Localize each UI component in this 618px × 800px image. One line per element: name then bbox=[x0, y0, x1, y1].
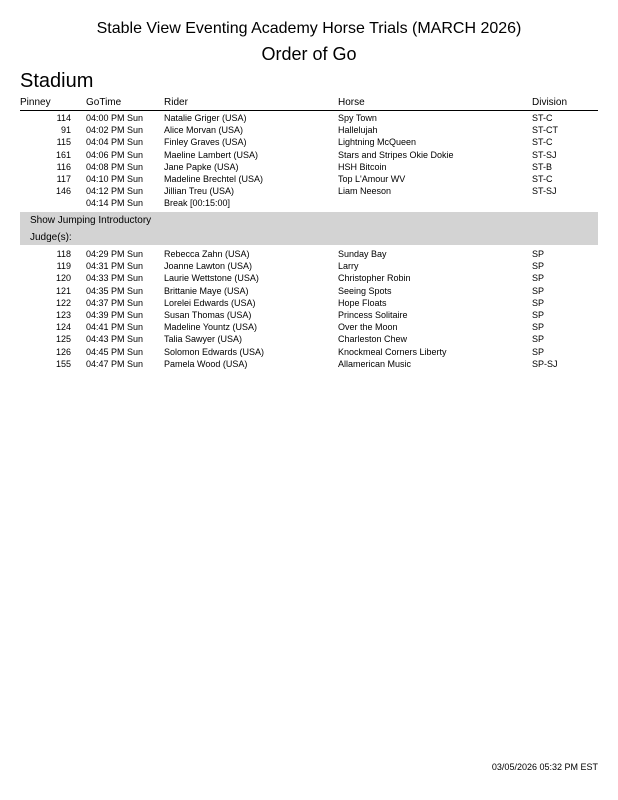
table-row bbox=[0, 272, 618, 284]
cell-gotime: 04:00 PM Sun bbox=[86, 113, 144, 123]
cell-rider: Rebecca Zahn (USA) bbox=[164, 249, 250, 259]
table-row bbox=[0, 346, 618, 358]
table-row bbox=[0, 161, 618, 173]
cell-gotime: 04:43 PM Sun bbox=[86, 334, 144, 345]
cell-division: SP bbox=[532, 261, 545, 272]
cell-horse: Princess Solitaire bbox=[338, 310, 408, 320]
cell-gotime: 04:47 PM Sun bbox=[86, 358, 144, 369]
table-row bbox=[0, 136, 618, 148]
header-rider: Rider bbox=[164, 97, 188, 108]
table-row bbox=[0, 309, 618, 321]
cell-pinney: 121 bbox=[55, 285, 71, 296]
cell-horse: Seeing Spots bbox=[338, 285, 392, 296]
cell-horse: Charleston Chew bbox=[338, 334, 408, 345]
event-title: Stable View Eventing Academy Horse Trials (MARCH 2026) bbox=[96, 20, 522, 37]
cell-pinney: 126 bbox=[55, 346, 71, 357]
cell-pinney: 116 bbox=[56, 161, 71, 172]
table-row bbox=[0, 297, 618, 309]
cell-horse: Top L'Amour WV bbox=[338, 174, 406, 184]
cell-rider: Susan Thomas (USA) bbox=[164, 310, 252, 320]
table-row bbox=[0, 173, 618, 185]
cell-horse: Knockmeal Corners Liberty bbox=[338, 346, 447, 357]
page-subtitle: Order of Go bbox=[261, 44, 357, 64]
cell-pinney: 114 bbox=[56, 113, 71, 123]
cell-horse: Liam Neeson bbox=[338, 186, 392, 197]
cell-pinney: 119 bbox=[56, 261, 71, 272]
cell-rider: Talia Sawyer (USA) bbox=[164, 334, 243, 345]
cell-division: ST-SJ bbox=[532, 149, 557, 160]
cell-division: SP bbox=[532, 322, 545, 333]
table-row bbox=[0, 248, 618, 260]
table-header bbox=[0, 96, 618, 110]
cell-pinney: 120 bbox=[55, 273, 71, 284]
header-divider bbox=[20, 110, 598, 111]
cell-horse: HSH Bitcoin bbox=[338, 161, 387, 172]
cell-horse: Stars and Stripes Okie Dokie bbox=[338, 149, 454, 160]
cell-division: ST-B bbox=[532, 161, 553, 172]
cell-horse: Lightning McQueen bbox=[338, 137, 417, 148]
table-row bbox=[0, 185, 618, 197]
cell-gotime: 04:35 PM Sun bbox=[86, 285, 144, 296]
cell-pinney: 123 bbox=[55, 310, 71, 320]
cell-division: SP bbox=[532, 310, 545, 320]
cell-rider: Laurie Wettstone (USA) bbox=[164, 273, 259, 284]
table-row bbox=[0, 149, 618, 161]
header-horse: Horse bbox=[338, 97, 365, 108]
cell-horse: Spy Town bbox=[338, 113, 377, 123]
cell-rider: Madeline Yountz (USA) bbox=[164, 322, 258, 333]
cell-division: ST-C bbox=[532, 137, 553, 148]
cell-horse: Christopher Robin bbox=[338, 273, 411, 284]
cell-division: SP bbox=[532, 297, 545, 308]
cell-pinney: 124 bbox=[55, 322, 71, 333]
header-division: Division bbox=[532, 97, 568, 108]
cell-horse: Larry bbox=[338, 261, 359, 272]
cell-pinney: 91 bbox=[60, 125, 71, 136]
cell-pinney: 115 bbox=[56, 137, 71, 148]
print-timestamp: 03/05/2026 05:32 PM EST bbox=[491, 762, 598, 772]
cell-gotime: 04:37 PM Sun bbox=[86, 297, 144, 308]
table-row bbox=[0, 321, 618, 333]
cell-rider: Finley Graves (USA) bbox=[164, 137, 247, 148]
table-row bbox=[0, 197, 618, 209]
cell-pinney: 125 bbox=[55, 334, 71, 345]
cell-gotime: 04:33 PM Sun bbox=[86, 273, 144, 284]
cell-gotime: 04:39 PM Sun bbox=[86, 310, 144, 320]
cell-rider: Jillian Treu (USA) bbox=[164, 186, 235, 197]
cell-division: ST-CT bbox=[532, 125, 558, 136]
cell-division: SP bbox=[532, 273, 545, 284]
cell-pinney: 155 bbox=[55, 358, 71, 369]
cell-division: ST-C bbox=[532, 113, 553, 123]
cell-division: SP-SJ bbox=[532, 358, 558, 369]
cell-division: SP bbox=[532, 346, 545, 357]
cell-division: SP bbox=[532, 334, 545, 345]
cell-division: ST-C bbox=[532, 174, 553, 184]
cell-horse: Sunday Bay bbox=[338, 249, 387, 259]
cell-rider: Solomon Edwards (USA) bbox=[164, 346, 265, 357]
cell-rider: Madeline Brechtel (USA) bbox=[164, 174, 264, 184]
cell-division: SP bbox=[532, 249, 545, 259]
class-band bbox=[20, 212, 598, 245]
cell-pinney: 118 bbox=[56, 249, 71, 259]
cell-rider: Lorelei Edwards (USA) bbox=[164, 297, 256, 308]
cell-horse: Over the Moon bbox=[338, 322, 398, 333]
judges-label: Judge(s): bbox=[30, 232, 72, 243]
cell-pinney: 122 bbox=[55, 297, 71, 308]
cell-horse: Hope Floats bbox=[338, 297, 387, 308]
cell-gotime: 04:31 PM Sun bbox=[86, 261, 144, 272]
cell-gotime: 04:10 PM Sun bbox=[86, 174, 144, 184]
cell-gotime: 04:41 PM Sun bbox=[86, 322, 144, 333]
table-row bbox=[0, 124, 618, 136]
cell-rider: Alice Morvan (USA) bbox=[164, 125, 244, 136]
cell-pinney: 146 bbox=[55, 186, 71, 197]
cell-gotime: 04:08 PM Sun bbox=[86, 161, 144, 172]
cell-gotime: 04:06 PM Sun bbox=[86, 149, 144, 160]
cell-horse: Allamerican Music bbox=[338, 358, 412, 369]
cell-rider: Break [00:15:00] bbox=[164, 198, 231, 209]
cell-gotime: 04:12 PM Sun bbox=[86, 186, 144, 197]
cell-rider: Natalie Griger (USA) bbox=[164, 113, 247, 123]
class-title: Show Jumping Introductory bbox=[30, 215, 152, 226]
cell-gotime: 04:14 PM Sun bbox=[86, 198, 144, 209]
table-row bbox=[0, 285, 618, 297]
cell-gotime: 04:45 PM Sun bbox=[86, 346, 144, 357]
table-row bbox=[0, 260, 618, 272]
header-pinney: Pinney bbox=[20, 97, 51, 108]
table-row bbox=[0, 112, 618, 124]
cell-horse: Hallelujah bbox=[338, 125, 378, 136]
cell-pinney: 161 bbox=[55, 149, 71, 160]
cell-rider: Joanne Lawton (USA) bbox=[164, 261, 253, 272]
header-gotime: GoTime bbox=[86, 97, 122, 108]
cell-rider: Brittanie Maye (USA) bbox=[164, 285, 249, 296]
cell-rider: Jane Papke (USA) bbox=[164, 161, 239, 172]
cell-gotime: 04:02 PM Sun bbox=[86, 125, 144, 136]
section-heading: Stadium bbox=[20, 70, 94, 92]
cell-rider: Pamela Wood (USA) bbox=[164, 358, 248, 369]
cell-division: ST-SJ bbox=[532, 186, 557, 197]
table-row bbox=[0, 358, 618, 370]
cell-pinney: 117 bbox=[56, 174, 71, 184]
table-row bbox=[0, 333, 618, 345]
cell-gotime: 04:04 PM Sun bbox=[86, 137, 144, 148]
cell-rider: Maeline Lambert (USA) bbox=[164, 149, 259, 160]
cell-gotime: 04:29 PM Sun bbox=[86, 249, 144, 259]
cell-division: SP bbox=[532, 285, 545, 296]
